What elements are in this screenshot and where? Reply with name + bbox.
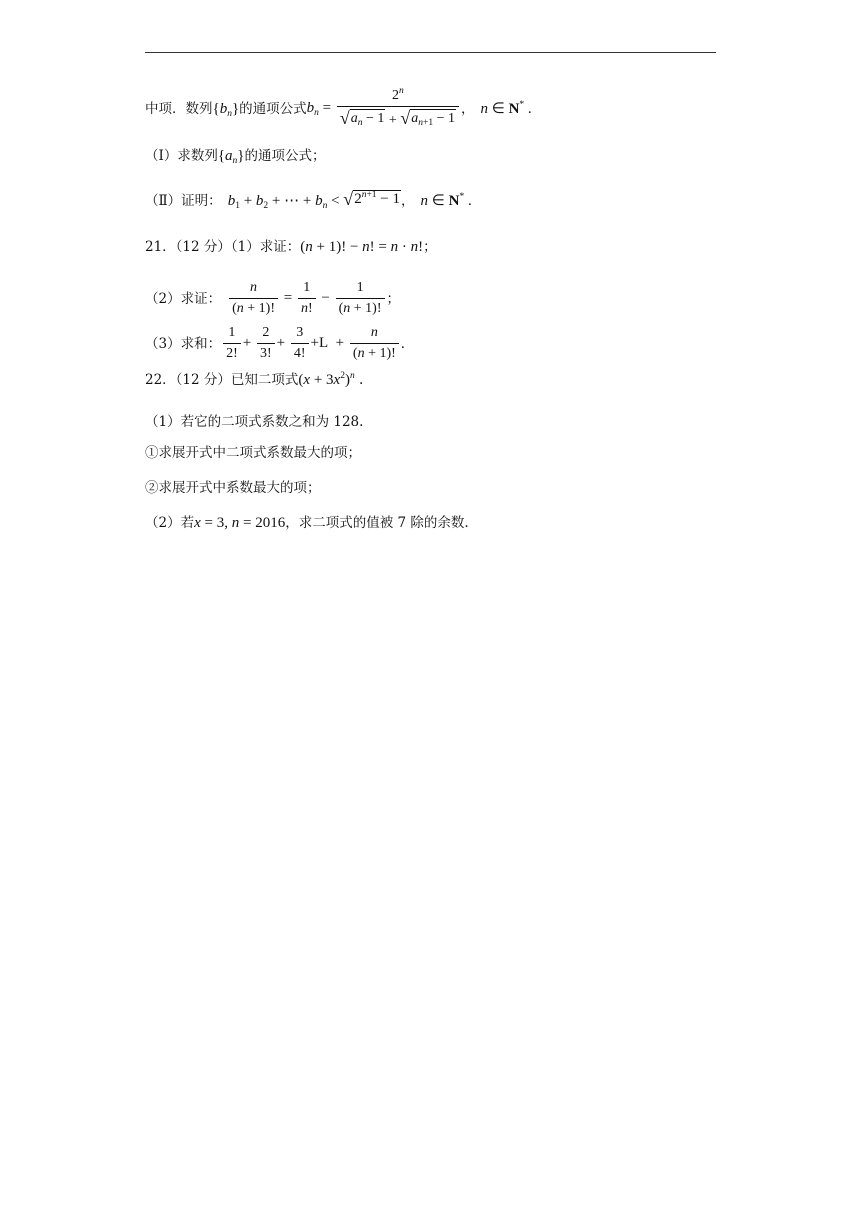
q22-part1b-text: ②求展开式中系数最大的项；	[145, 480, 321, 496]
factorial-identity: (n + 1)! − n! = n · n!	[300, 239, 424, 255]
q21-header: 21．（12 分）（1）求证：	[145, 239, 301, 255]
q22-part1a-text: ①求展开式中二项式系数最大的项；	[145, 445, 361, 461]
q22-part1b	[145, 478, 321, 498]
intro-prefix: 中项．数列	[145, 100, 213, 117]
q21-part1	[145, 237, 437, 257]
q21-part3-label: （3）求和：	[145, 335, 222, 352]
q22-part2-prefix: （2）若	[145, 515, 195, 531]
q21-period: ．	[400, 335, 415, 352]
q22-part2-suffix: ，求二项式的值被 7 除的余数.	[285, 515, 469, 531]
n-in-N: n ∈ N* .	[480, 99, 532, 117]
q20-part1-tail: 的通项公式；	[244, 148, 326, 164]
q21-part2-label: （2）求证：	[145, 290, 222, 307]
q22-header: 22．（12 分）已知二项式	[145, 372, 299, 388]
q21-semicolon-2: ；	[386, 290, 401, 307]
q20-part1	[145, 146, 326, 166]
q21-semicolon-1: ；	[423, 239, 437, 255]
bn-formula: $b_n$ = 2$^n$ √ $a_n - 1$ + √ $a_{n+1} - 1$	[307, 88, 461, 129]
series-sum: $\frac{1}{2!}$ + $\frac{2}{3!}$ + $\frac{3}{4!}$ +L + $\frac{n}{(n + 1)!}$	[221, 325, 401, 362]
q20-part2	[145, 190, 472, 211]
q20-part2-label: （Ⅱ）证明：	[145, 192, 222, 209]
n-in-N-2: n ∈ N* .	[420, 191, 472, 209]
intro-suffix: ，	[460, 100, 475, 117]
fraction-identity: $\frac{n}{(n + 1)!}$ = $\frac{1}{n!}$ − $\frac{1}{(n + 1)!}$	[227, 280, 386, 317]
x-n-values: x = 3, n = 2016	[194, 515, 286, 531]
q20-part1-label: （Ⅰ）求数列	[145, 148, 218, 164]
set-a: $\{a_n\}$	[217, 148, 245, 166]
intro-mid: 的通项公式	[239, 100, 307, 117]
q21-part3	[145, 325, 414, 362]
q22-part1a	[145, 443, 361, 463]
q22-part2	[145, 513, 469, 533]
intro-line	[145, 88, 532, 129]
header-rule	[145, 52, 716, 53]
set-b: $\{b_n\}$	[212, 100, 240, 119]
q20-part2-sep: ，	[401, 192, 415, 209]
sum-inequality: $b_1 + b_2$ + ⋯ + $b_n$ < √ $2^{n+1} - 1$	[227, 189, 401, 211]
q22-part1	[145, 412, 363, 432]
q21-part2	[145, 280, 400, 317]
q22-header-line: 22．（12 分）已知二项式 $(x + 3x^2)^n$ .	[145, 371, 364, 388]
binomial-expression: $(x + 3x^2)^n$	[298, 371, 355, 388]
q22-part1-text: （1）若它的二项式系数之和为 128.	[145, 414, 364, 430]
